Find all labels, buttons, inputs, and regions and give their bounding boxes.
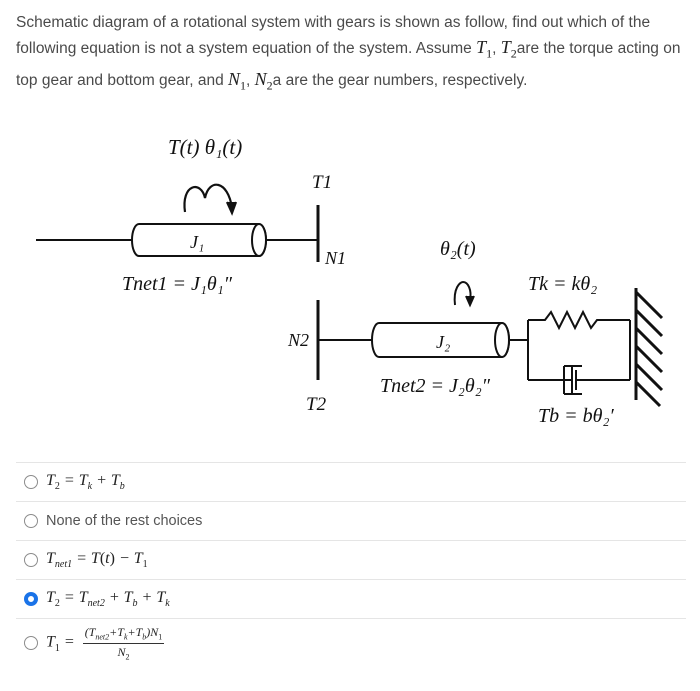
question-text: Schematic diagram of a rotational system with gears is shown as follow, find out which of the following equation is not a system equation of the system. Assume $T_1$, $T_2are$ the torque acting on top gear and bottom gear, and $N_1$, $N_2a$ are the gear numbers, respectively.	[16, 14, 681, 93]
choice-2-label: None of the rest choices	[46, 513, 203, 529]
question-part: Schematic diagram of a rotational system with gears is shown as follow, find out which of the following equation is not a system equation of the system. Assume	[16, 14, 651, 57]
choice-1-equation: $T_2 = T_k + T_b$	[46, 471, 125, 493]
radio-button[interactable]	[24, 514, 38, 528]
question-part: a are the gear numbers, respectively.	[272, 71, 528, 89]
t1-symbol: $T_1$	[476, 37, 493, 61]
tnet1-equation: Tnet1 = J₁θ₁″	[122, 273, 232, 295]
choice-1[interactable]	[16, 462, 686, 501]
j2-label: J₂	[436, 332, 451, 352]
n1-label: N1	[325, 248, 347, 268]
damper	[528, 366, 630, 394]
input-torque-label: T(t) θ₁(t)	[168, 135, 243, 159]
t2-label: T2	[306, 394, 327, 415]
choice-5-equation: $T_1$ = $\frac{(T_{net2}+T_k+T_b)N_1}{N_2}$	[46, 625, 163, 661]
question-part: are the torque acting on top gear and bottom gear, and	[16, 40, 681, 89]
answer-choices	[16, 462, 686, 667]
n2-label: N2	[288, 330, 310, 350]
choice-3[interactable]	[16, 540, 686, 579]
tnet2-equation: Tnet2 = J₂θ₂″	[380, 375, 490, 397]
radio-button[interactable]	[24, 636, 38, 650]
t1-label: T1	[312, 172, 333, 193]
j1-label: J₁	[190, 232, 205, 252]
t2-symbol: $T_2$	[500, 37, 517, 61]
theta2-label: θ₂(t)	[440, 238, 476, 260]
n1-symbol: $N_1$	[228, 68, 247, 93]
choice-3-equation: $T_{net1} = T(t) - T_1$	[46, 549, 148, 571]
fixed-wall	[636, 288, 662, 406]
rotation-arrow-icon	[184, 185, 236, 213]
choice-5[interactable]	[16, 618, 686, 667]
radio-button[interactable]	[24, 553, 38, 567]
radio-button-selected[interactable]	[24, 592, 38, 606]
spring	[528, 312, 630, 328]
damper-torque-equation: Tb = bθ₂′	[538, 405, 614, 427]
n2-symbol: $N_2$	[254, 68, 273, 93]
gear-system-diagram	[0, 120, 700, 440]
spring-torque-equation: Tk = kθ₂	[528, 273, 598, 295]
radio-button[interactable]	[24, 475, 38, 489]
choice-2[interactable]	[16, 501, 686, 540]
choice-4[interactable]	[16, 579, 686, 618]
choice-4-equation: $T_2 = T_{net2} + T_b + T_k$	[46, 588, 170, 610]
rotation-arrow-icon	[455, 282, 474, 305]
